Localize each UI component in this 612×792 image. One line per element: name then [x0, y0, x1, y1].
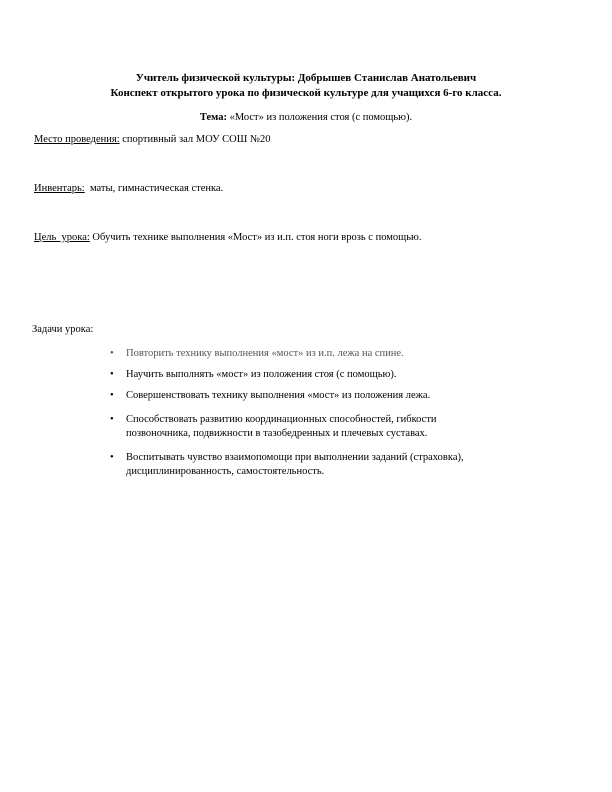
- tasks-list: [110, 347, 530, 486]
- tasks-heading: Задачи урока:: [32, 324, 94, 335]
- list-item: [110, 368, 530, 382]
- header-teacher: Учитель физической культуры: Добрышев Станислав Анатольевич: [135, 72, 477, 84]
- place-label: Место проведения:: [34, 134, 120, 145]
- inventory-text: маты, гимнастическая стенка.: [84, 183, 224, 194]
- bullet-icon: •: [110, 369, 114, 380]
- bullet-icon: •: [110, 348, 114, 359]
- header-lesson-title: Конспект открытого урока по физической культуре для учащихся 6-го класса.: [110, 87, 502, 99]
- list-item-text: Способствовать развитию координационных способностей, гибкости: [126, 414, 437, 425]
- place-text: спортивный зал МОУ СОШ №20: [119, 134, 271, 145]
- goal-label: Цель урока:: [34, 232, 90, 243]
- theme-text: «Мост» из положения стоя (с помощью).: [226, 112, 413, 123]
- list-item-text: Научить выполнять «мост» из положения стоя (с помощью).: [126, 369, 397, 380]
- list-item-text: дисциплинированность, самостоятельность.: [126, 466, 325, 477]
- bullet-icon: •: [110, 390, 114, 401]
- theme-label: Тема:: [199, 112, 227, 123]
- list-item-text: Совершенствовать технику выполнения «мост» из положения лежа.: [126, 390, 431, 401]
- inventory-label: Инвентарь:: [34, 183, 85, 194]
- list-item: [110, 413, 530, 441]
- bullet-icon: •: [110, 452, 114, 463]
- bullet-icon: •: [110, 414, 114, 425]
- list-item: [110, 347, 530, 361]
- list-item-text: Воспитывать чувство взаимопомощи при выполнении заданий (страховка),: [126, 452, 464, 463]
- list-item: [110, 451, 530, 479]
- place-line: [34, 134, 270, 145]
- inventory-line: [34, 183, 223, 194]
- list-item: [110, 389, 530, 403]
- goal-text: Обучить технике выполнения «Мост» из и.п. стоя ноги врозь с помощью.: [89, 232, 422, 243]
- theme-line: [0, 112, 612, 123]
- list-item-text: Повторить технику выполнения «мост» из и.п. лежа на спине.: [126, 348, 404, 359]
- goal-line: [34, 232, 422, 243]
- list-item-text: позвоночника, подвижности в тазобедренных и плечевых суставах.: [126, 428, 428, 439]
